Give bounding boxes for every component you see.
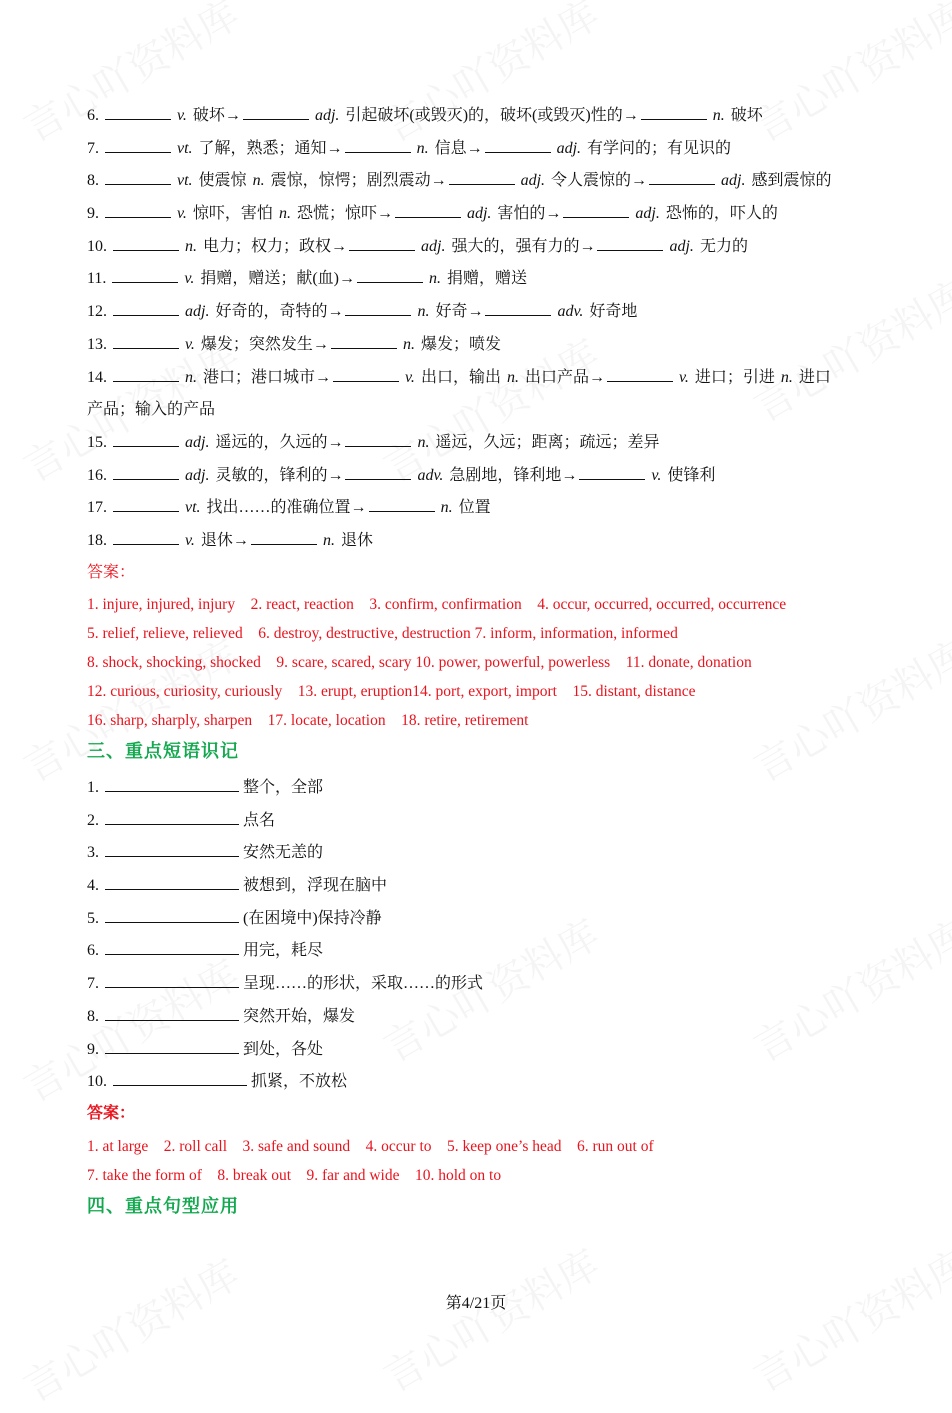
part-of-speech: adv. [417, 466, 444, 484]
item-text: 14. [87, 368, 111, 386]
answer-line: 1. at large 2. roll call 3. safe and sound 4. occur to 5. keep one’s head 6. run out of [87, 1138, 654, 1155]
item-text: 使震惊 [198, 172, 251, 190]
part-of-speech: n. [417, 303, 430, 321]
item-text: 爆发；喷发 [420, 335, 501, 353]
item-text: 6. [87, 107, 103, 124]
phrase-meaning: 用完，耗尽 [243, 942, 324, 960]
vocab-item [87, 492, 882, 525]
item-text: 有学问的；有见识的 [587, 139, 732, 157]
answer-blank[interactable] [579, 465, 645, 480]
item-text: 17. [87, 499, 111, 517]
answer-blank[interactable] [105, 777, 239, 792]
item-text: 位置 [458, 499, 491, 517]
item-number: 1. [87, 779, 103, 796]
answers-2-label [87, 1098, 882, 1130]
answer-blank[interactable] [485, 138, 551, 153]
answer-blank[interactable] [113, 530, 179, 545]
answer-line: 12. curious, curiosity, curiously 13. erupt, eruption14. port, export, import 15. distant, distance [87, 683, 696, 700]
answer-blank[interactable] [105, 105, 171, 120]
vocab-item [87, 165, 882, 198]
part-of-speech: v. [651, 466, 662, 484]
item-number: 6. [87, 942, 103, 960]
answer-blank[interactable] [105, 875, 239, 890]
answer-line: 8. shock, shocking, shocked 9. scare, scared, scary 10. power, powerful, powerless 11. donate, donation [87, 654, 752, 671]
part-of-speech: v. [185, 335, 195, 353]
part-of-speech: adj. [556, 139, 582, 157]
answer-line: 5. relief, relieve, relieved 6. destroy, destructive, destruction 7. inform, information, informed [87, 625, 678, 642]
item-text: 了解，熟悉；通知→ [198, 139, 343, 157]
answer-blank[interactable] [243, 105, 309, 120]
phrase-meaning: 点名 [243, 811, 276, 829]
item-text: 退休 [340, 531, 373, 549]
item-text: 电力；权力；政权→ [203, 237, 348, 255]
item-text: 12. [87, 303, 111, 321]
part-of-speech: n. [416, 139, 429, 157]
part-of-speech: adj. [314, 107, 340, 124]
item-number: 10. [87, 1073, 111, 1091]
part-of-speech: adj. [185, 433, 210, 451]
answer-blank[interactable] [105, 842, 239, 857]
answer-blank[interactable] [113, 236, 179, 251]
part-of-speech: adj. [721, 172, 746, 190]
part-of-speech: v. [177, 107, 187, 124]
item-text: 8. [87, 172, 103, 190]
part-of-speech: adv. [557, 303, 584, 321]
answer-blank[interactable] [113, 334, 179, 349]
part-of-speech: n. [278, 205, 291, 223]
part-of-speech: adj. [185, 303, 210, 321]
item-text: 恐怖的，吓人的 [665, 205, 778, 223]
vocab-item [87, 525, 882, 558]
phrase-item [87, 870, 882, 903]
answer-label: 答案： [87, 564, 136, 581]
answer-blank[interactable] [105, 1039, 239, 1054]
item-number: 5. [87, 909, 103, 927]
item-text: 信息→ [434, 139, 483, 157]
answer-blank[interactable] [105, 1006, 239, 1021]
vocab-item [87, 296, 882, 329]
phrase-meaning: 抓紧，不放松 [251, 1073, 348, 1091]
answer-blank[interactable] [333, 367, 399, 382]
answers-1-label [87, 557, 882, 589]
item-text: 进口；引进 [694, 368, 779, 386]
item-text: 害怕的→ [497, 205, 562, 223]
phrase-item [87, 837, 882, 870]
item-number: 2. [87, 811, 103, 829]
part-of-speech: n. [506, 368, 519, 386]
answer-blank[interactable] [641, 105, 707, 120]
item-text: 捐赠，赠送；献(血)→ [200, 270, 355, 288]
part-of-speech: vt. [177, 172, 193, 190]
item-text: 引起破坏(或毁灭)的，破坏(或毁灭)性的→ [345, 107, 639, 124]
item-number: 3. [87, 844, 103, 862]
part-of-speech: adj. [635, 205, 660, 223]
item-text: 强大的，强有力的→ [451, 237, 596, 255]
item-text: 进口 [798, 368, 831, 386]
vocab-item [87, 263, 882, 296]
part-of-speech: adj. [520, 172, 546, 190]
vocab-item [87, 460, 882, 493]
part-of-speech: n. [252, 172, 265, 190]
answer-blank[interactable] [113, 1071, 247, 1086]
answer-blank[interactable] [349, 236, 415, 251]
answer-blank[interactable] [345, 138, 411, 153]
item-text: 遥远的，久远的→ [215, 433, 344, 451]
answer-blank[interactable] [105, 170, 171, 185]
item-text: 9. [87, 205, 103, 223]
answer-blank[interactable] [113, 465, 179, 480]
answer-blank[interactable] [369, 497, 435, 512]
phrase-meaning: 被想到，浮现在脑中 [243, 877, 388, 895]
item-text: 7. [87, 139, 103, 157]
part-of-speech: adj. [669, 237, 694, 255]
item-number: 4. [87, 877, 103, 895]
answer-blank[interactable] [105, 203, 171, 218]
vocab-item [87, 427, 882, 460]
item-text: 出口，输出 [420, 368, 505, 386]
part-of-speech: n. [402, 335, 415, 353]
part-of-speech: n. [712, 107, 725, 124]
item-text: 恐慌；惊吓→ [296, 205, 393, 223]
part-of-speech: n. [417, 433, 430, 451]
part-of-speech: v. [177, 205, 187, 223]
phrase-exercise [87, 772, 882, 1099]
part-of-speech: v. [185, 531, 195, 549]
answer-blank[interactable] [105, 973, 239, 988]
part-of-speech: v. [678, 368, 689, 386]
item-number: 7. [87, 975, 103, 993]
item-text: 出口产品→ [524, 368, 605, 386]
item-text: 11. [87, 270, 111, 288]
answer-blank[interactable] [105, 908, 239, 923]
part-of-speech: adj. [466, 205, 492, 223]
part-of-speech: v. [405, 368, 415, 386]
item-text: 捐赠，赠送 [447, 270, 528, 288]
answers-2 [87, 1132, 882, 1190]
item-text: 爆发；突然发生→ [200, 335, 329, 353]
answer-blank[interactable] [597, 236, 663, 251]
phrase-meaning: 整个，全部 [243, 779, 324, 796]
vocab-item [87, 231, 882, 264]
item-text: 找出……的准确位置→ [206, 499, 367, 517]
item-text: 惊吓，害怕 [192, 205, 277, 223]
item-text: 灵敏的，锋利的→ [215, 466, 344, 484]
item-text: 破坏 [730, 107, 763, 124]
phrase-meaning: 呈现……的形状，采取……的形式 [243, 975, 484, 993]
part-of-speech: vt. [177, 139, 193, 157]
part-of-speech: v. [184, 270, 195, 288]
part-of-speech: n. [185, 237, 197, 255]
item-text: 好奇的，奇特的→ [215, 303, 344, 321]
vocab-item [87, 133, 882, 166]
answer-blank[interactable] [345, 301, 411, 316]
answer-blank[interactable] [113, 367, 179, 382]
item-text: 退休→ [200, 531, 249, 549]
phrase-meaning: (在困境中)保持冷静 [243, 909, 382, 927]
item-text: 16. [87, 466, 111, 484]
answer-blank[interactable] [105, 940, 239, 955]
watermark-text [742, 1234, 952, 1403]
item-text: 13. [87, 335, 111, 353]
part-of-speech: n. [440, 499, 453, 517]
item-text: 震惊，惊愕；剧烈震动→ [270, 172, 447, 190]
answer-blank[interactable] [357, 268, 423, 283]
item-text: 15. [87, 433, 111, 451]
answer-blank[interactable] [395, 203, 461, 218]
answer-blank[interactable] [607, 367, 673, 382]
phrase-meaning: 安然无恙的 [243, 844, 324, 862]
vocab-item [87, 329, 882, 362]
answer-blank[interactable] [113, 432, 179, 447]
part-of-speech: vt. [185, 499, 201, 517]
phrase-item [87, 772, 882, 805]
part-of-speech: adj. [421, 237, 446, 255]
item-text: 好奇地 [589, 303, 638, 321]
phrase-item [87, 935, 882, 968]
answer-blank[interactable] [563, 203, 629, 218]
item-text: 感到震惊的 [751, 172, 832, 190]
answer-blank[interactable] [331, 334, 397, 349]
phrase-meaning: 突然开始，爆发 [243, 1007, 356, 1025]
part-of-speech: adj. [185, 466, 210, 484]
phrase-item [87, 903, 882, 936]
answer-blank[interactable] [105, 810, 239, 825]
part-of-speech: n. [322, 531, 335, 549]
vocabulary-exercise [87, 100, 882, 558]
answer-label: 答案： [87, 1105, 136, 1122]
item-text: 急剧地，锋利地→ [449, 466, 578, 484]
answer-blank[interactable] [345, 465, 411, 480]
part-of-speech: n. [780, 368, 793, 386]
item-text: 令人震惊的→ [551, 172, 648, 190]
section-3-title: 三、重点短语识记 [87, 741, 239, 762]
answer-line: 7. take the form of 8. break out 9. far and wide 10. hold on to [87, 1167, 502, 1184]
phrase-item [87, 805, 882, 838]
answer-blank[interactable] [345, 432, 411, 447]
item-text: 使锋利 [667, 466, 716, 484]
watermark-text [372, 1234, 608, 1403]
phrase-item [87, 1066, 882, 1099]
item-text: 产品；输入的产品 [87, 401, 216, 419]
answer-line: 1. injure, injured, injury 2. react, reaction 3. confirm, confirmation 4. occur, occurred, occurred, occurrence [87, 596, 787, 613]
vocab-item [87, 100, 882, 133]
vocab-item [87, 198, 882, 231]
answers-1 [87, 590, 882, 735]
item-number: 9. [87, 1040, 103, 1058]
phrase-item [87, 1034, 882, 1067]
section-4-title: 四、重点句型应用 [87, 1196, 239, 1217]
answer-blank[interactable] [113, 301, 179, 316]
answer-blank[interactable] [485, 301, 551, 316]
answer-blank[interactable] [105, 138, 171, 153]
item-text: 10. [87, 237, 111, 255]
item-text: 18. [87, 531, 111, 549]
item-text: 破坏→ [192, 107, 241, 124]
page-number: 第4/21页 [445, 1295, 507, 1312]
answer-line: 16. sharp, sharply, sharpen 17. locate, location 18. retire, retirement [87, 712, 529, 729]
watermark-text [12, 1244, 248, 1413]
item-text: 遥远，久远；距离；疏远；差异 [435, 433, 660, 451]
vocab-item [87, 394, 882, 427]
phrase-meaning: 到处，各处 [243, 1040, 324, 1058]
phrase-item [87, 1001, 882, 1034]
item-text: 港口；港口城市→ [203, 368, 332, 386]
item-number: 8. [87, 1007, 103, 1025]
answer-blank[interactable] [251, 530, 317, 545]
part-of-speech: n. [429, 270, 441, 288]
answer-blank[interactable] [112, 268, 178, 283]
answer-blank[interactable] [449, 170, 515, 185]
phrase-item [87, 968, 882, 1001]
item-text: 无力的 [699, 237, 748, 255]
answer-blank[interactable] [649, 170, 715, 185]
item-text: 好奇→ [435, 303, 484, 321]
answer-blank[interactable] [113, 497, 179, 512]
part-of-speech: n. [185, 368, 197, 386]
vocab-item [87, 362, 882, 395]
